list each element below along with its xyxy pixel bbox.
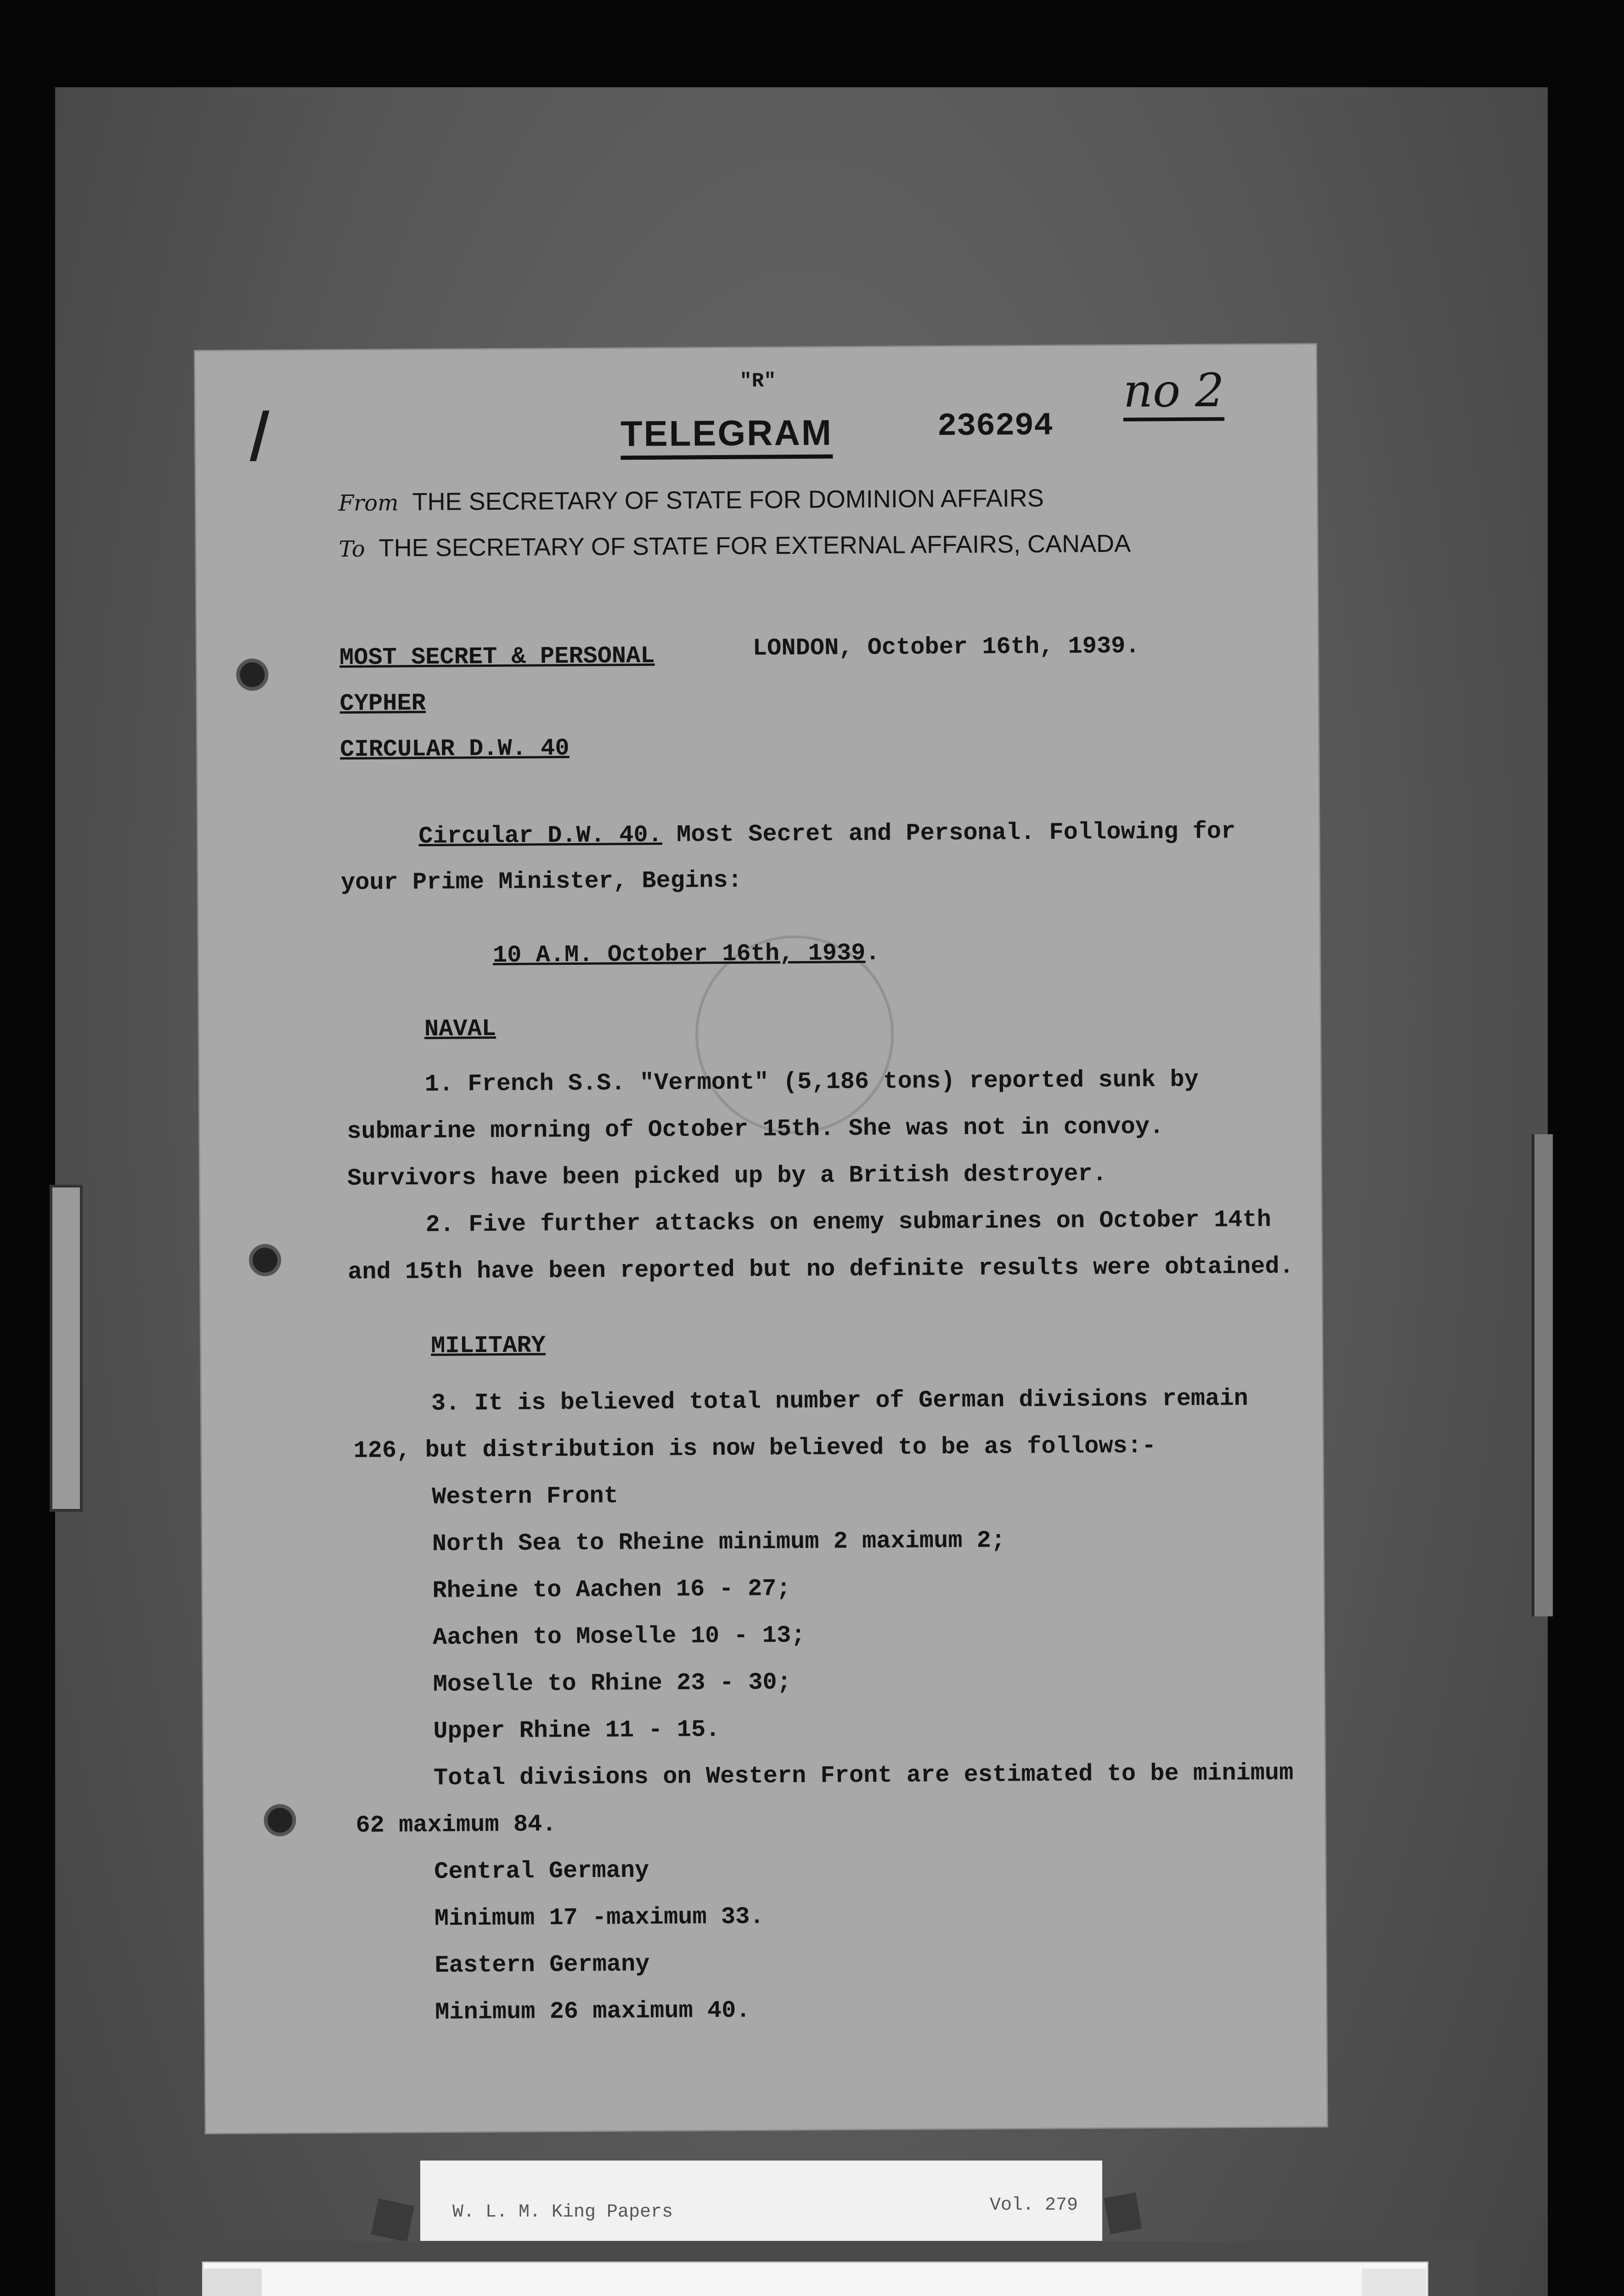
- collection-name: W. L. M. King Papers: [452, 2202, 673, 2223]
- archive-label: [202, 2262, 1428, 2296]
- left-edge-tab: [50, 1185, 83, 1512]
- clip: [371, 2199, 415, 2242]
- volume-number: Vol. 279: [990, 2195, 1078, 2216]
- punch-hole: [236, 658, 268, 691]
- military-line: Western Front: [432, 1482, 619, 1511]
- military-line: Minimum 26 maximum 40.: [434, 1997, 750, 2026]
- to-label: To: [338, 536, 365, 563]
- punch-hole: [249, 1244, 281, 1276]
- naval-line: 1. French S.S. "Vermont" (5,186 tons) reported sunk by: [424, 1066, 1199, 1098]
- label-edge: [202, 2268, 262, 2296]
- from-line: [338, 484, 1044, 517]
- intro-ref: Circular D.W. 40.: [418, 821, 663, 850]
- time-dot: .: [865, 939, 880, 967]
- naval-line: submarine morning of October 15th. She was not in convoy.: [347, 1113, 1164, 1146]
- intro-line-2: your Prime Minister, Begins:: [340, 867, 742, 897]
- place-date: LONDON, October 16th, 1939.: [752, 632, 1140, 662]
- naval-line: 2. Five further attacks on enemy submarines on October 14th: [425, 1206, 1271, 1238]
- military-line: Eastern Germany: [434, 1951, 650, 1979]
- military-line: 62 maximum 84.: [355, 1811, 557, 1839]
- naval-line: Survivors have been picked up by a British destroyer.: [347, 1160, 1107, 1193]
- time-text: 10 A.M. October 16th, 1939: [492, 940, 866, 969]
- cypher-mode: CYPHER: [339, 689, 426, 718]
- intro-rest: Most Secret and Personal. Following for: [662, 818, 1236, 849]
- naval-line: and 15th have been reported but no definite results were obtained.: [348, 1253, 1294, 1286]
- military-line: Upper Rhine 11 - 15.: [433, 1716, 720, 1745]
- intro-line: [418, 818, 1235, 850]
- military-heading: MILITARY: [431, 1332, 546, 1360]
- from-label: From: [338, 490, 399, 517]
- military-line: 126, but distribution is now believed to be as follows:-: [353, 1432, 1156, 1464]
- telegram-sheet: [195, 344, 1327, 2133]
- military-line: Central Germany: [434, 1857, 649, 1885]
- label-edge: [1362, 2268, 1426, 2296]
- military-line: Aachen to Moselle 10 - 13;: [432, 1621, 806, 1651]
- punch-hole: [264, 1804, 296, 1836]
- military-line: North Sea to Rheine minimum 2 maximum 2;: [432, 1527, 1006, 1558]
- circular-ref: CIRCULAR D.W. 40: [340, 735, 570, 764]
- military-line: 3. It is believed total number of German divisions remain: [431, 1385, 1248, 1417]
- telegram-title: TELEGRAM: [620, 412, 833, 460]
- clip: [1104, 2193, 1142, 2234]
- telegram-number: 236294: [937, 408, 1054, 445]
- from-text: THE SECRETARY OF STATE FOR DOMINION AFFAIRS: [412, 484, 1044, 516]
- military-line: Rheine to Aachen 16 - 27;: [432, 1575, 791, 1604]
- to-line: [338, 529, 1131, 563]
- naval-heading: NAVAL: [424, 1015, 496, 1043]
- ink-mark: [250, 411, 286, 461]
- handwritten-note: no 2: [1123, 363, 1224, 421]
- r-mark: "R": [739, 370, 776, 393]
- military-line: Moselle to Rhine 23 - 30;: [433, 1669, 792, 1698]
- military-line: Total divisions on Western Front are estimated to be minimum: [433, 1759, 1294, 1792]
- to-text: THE SECRETARY OF STATE FOR EXTERNAL AFFAIRS, CANADA: [378, 529, 1131, 562]
- right-edge-tab: [1532, 1134, 1553, 1616]
- military-line: Minimum 17 -maximum 33.: [434, 1903, 764, 1932]
- classification: MOST SECRET & PERSONAL: [339, 642, 655, 672]
- time-line: [493, 940, 880, 969]
